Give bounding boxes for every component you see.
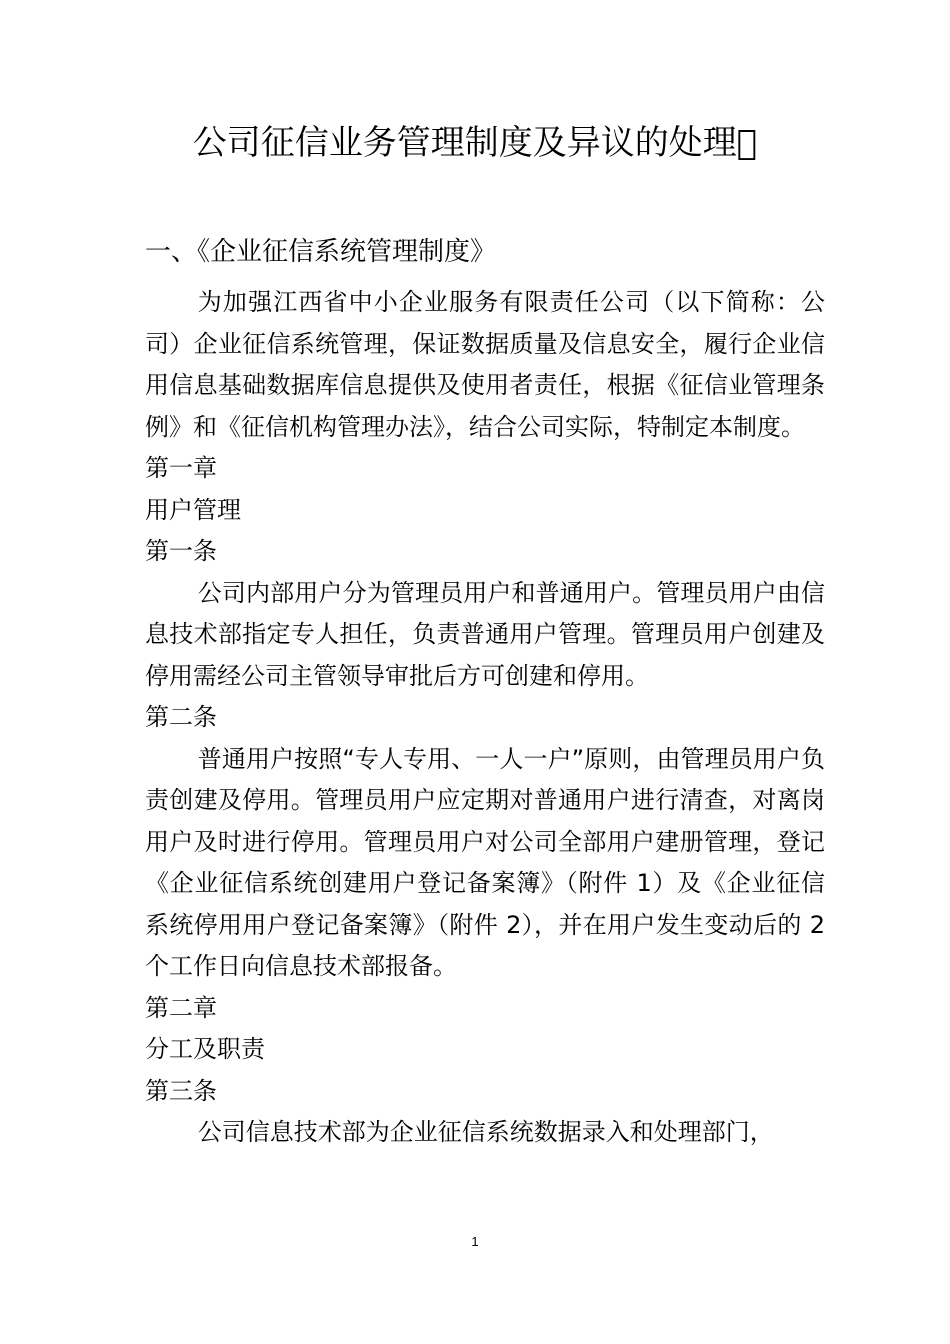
page-number: 1 <box>471 1234 479 1249</box>
document-title <box>0 118 950 168</box>
title-trailing-mark: 􀀀 <box>736 123 758 163</box>
document-body <box>145 282 825 1154</box>
clause-heading: 第一章 <box>145 454 217 482</box>
body-paragraph: 为加强江西省中小企业服务有限责任公司（以下简称：公司）企业征信系统管理，保证数据质量及信息安全，履行企业信用信息基础数据库信息提供及使用者责任，根据《征信业管理条例》和《征信机构管理办法》，结合公司实际，特制定本制度。 <box>145 288 825 441</box>
body-paragraph: 公司内部用户分为管理员用户和普通用户。管理员用户由信息技术部指定专人担任，负责普通用户管理。管理员用户创建及停用需经公司主管领导审批后方可创建和停用。 <box>145 578 825 690</box>
clause-heading: 第二章 <box>145 993 217 1022</box>
clause-heading: 用户管理 <box>145 495 241 524</box>
clause-heading: 分工及职责 <box>145 1035 265 1063</box>
clause-heading: 第三条 <box>145 1076 217 1105</box>
body-paragraph: 普通用户按照“专人专用、一人一户”原则，由管理员用户负责创建及停用。管理员用户应定期对普通用户进行清查，对离岗用户及时进行停用。管理员用户对公司全部用户建册管理，登记《企业征信系统创建用户登记备案簿》（附件 1）及《企业征信系统停用用户登记备案簿》（附件 2），并在用户发生变动后的 2 个工作日向信息技术部报备。 <box>145 744 825 980</box>
body-paragraph: 公司信息技术部为企业征信系统数据录入和处理部门， <box>197 1118 774 1146</box>
clause-heading: 第一条 <box>145 537 217 565</box>
section-heading: 一、《企业征信系统管理制度》 <box>145 237 497 267</box>
clause-heading: 第二条 <box>145 703 217 731</box>
document-title-text: 公司征信业务管理制度及异议的处理 <box>192 123 737 163</box>
